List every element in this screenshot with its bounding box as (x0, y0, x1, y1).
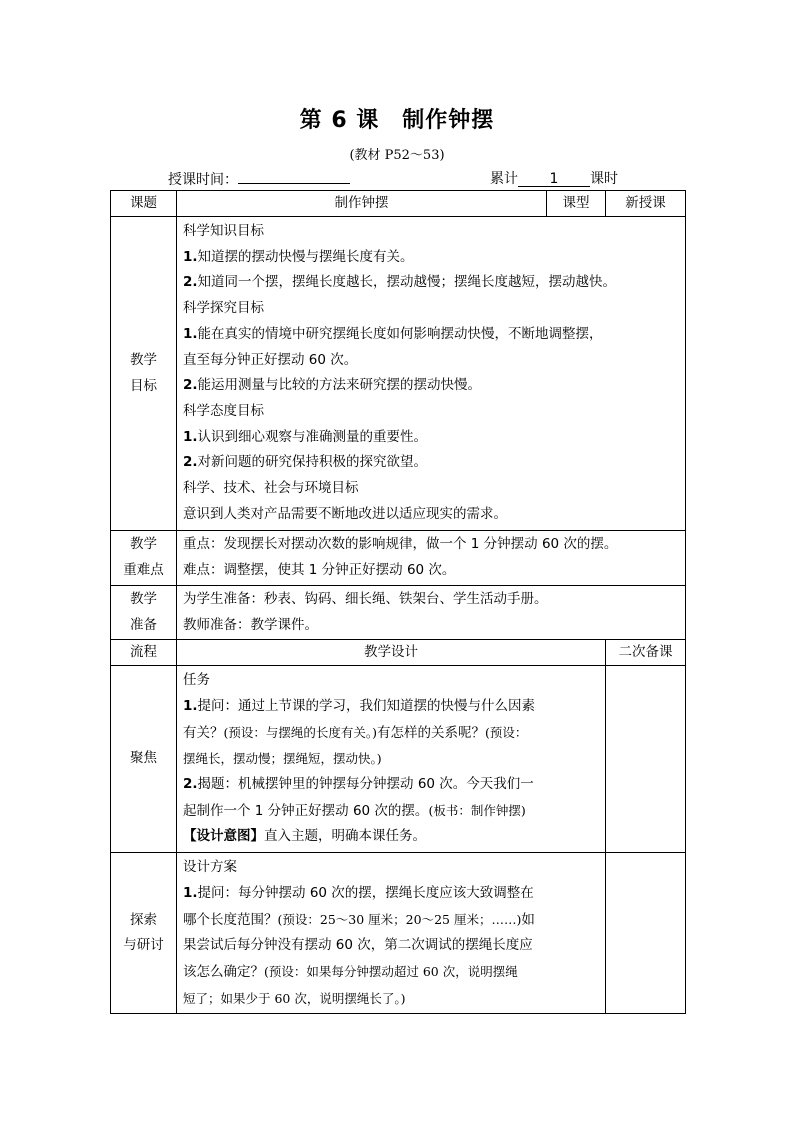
focus-heading: 任务 (183, 672, 210, 689)
explore-heading: 设计方案 (183, 859, 237, 876)
unit-label: 课时 (590, 171, 618, 187)
explore-q1-answer: 短了；如果少于 60 次，说明摆绳长了。) (183, 990, 406, 1006)
explore-q1-cont: 哪个长度范围？(预设：25～30 厘米；20～25 厘米；……)如 (183, 911, 535, 928)
focus-intent: 【设计意图】直入主题，明确本课任务。 (183, 828, 426, 845)
teaching-time (168, 168, 350, 189)
lesson-plan-table (110, 190, 686, 1014)
explore-row (111, 853, 686, 1014)
goal-item: 2.对新问题的研究保持积极的探究欲望。 (183, 454, 428, 471)
goal-item: 2.知道同一个摆，摆绳长度越长，摆动越慢；摆绳长度越短，摆动越快。 (183, 274, 617, 291)
goal-item: 意识到人类对产品需要不断地改进以适应现实的需求。 (183, 505, 507, 522)
goals-label: 教学 目标 (111, 217, 177, 531)
design-header: 教学设计 (177, 640, 606, 666)
explore-q1: 1.提问：每分钟摆动 60 次的摆，摆绳长度应该大致调整在 (183, 884, 534, 901)
explore-q1-cont: 果尝试后每分钟没有摆动 60 次，第二次调试的摆绳长度应 (183, 937, 533, 954)
total-label: 累计 (490, 171, 518, 187)
keypoints-label: 教学 重难点 (111, 531, 177, 585)
goal-heading: 科学知识目标 (183, 223, 264, 239)
focus-q1-answer: 摆绳长，摆动慢；摆绳短，摆动快。) (183, 751, 382, 767)
difficult-point: 难点：调整摆，使其 1 分钟正好摆动 60 次。 (183, 562, 456, 579)
header-row (111, 191, 686, 217)
goals-row (111, 217, 686, 531)
focus-row (111, 666, 686, 853)
keypoints-content (177, 531, 686, 585)
explore-second-prep[interactable] (606, 853, 686, 1014)
goal-item: 1.知道摆的摆动快慢与摆绳长度有关。 (183, 248, 414, 265)
teaching-time-blank[interactable] (238, 168, 350, 184)
total-value[interactable]: 1 (518, 171, 590, 187)
explore-q1-cont: 该怎么确定？(预设：如果每分钟摆动超过 60 次，说明摆绳 (183, 963, 518, 980)
goal-heading: 科学、技术、社会与环境目标 (183, 480, 359, 497)
focus-q2: 2.揭题：机械摆钟里的钟摆每分钟摆动 60 次。今天我们一 (183, 776, 534, 793)
focus-q2-cont: 起制作一个 1 分钟正好摆动 60 次的摆。(板书：制作钟摆) (183, 802, 526, 819)
type-value: 新授课 (606, 191, 686, 217)
focus-q1: 1.提问：通过上节课的学习，我们知道摆的快慢与什么因素 (183, 697, 536, 714)
textbook-pages: (教材 P52～53) (349, 148, 445, 163)
lesson-title: 第 6 课 制作钟摆 (299, 108, 495, 133)
type-label: 课型 (547, 191, 606, 217)
flow-header: 流程 (111, 640, 177, 666)
explore-label: 探索 与研讨 (111, 853, 177, 1014)
lesson-meta (168, 168, 628, 188)
key-point: 重点：发现摆长对摆动次数的影响规律，做一个 1 分钟摆动 60 次的摆。 (183, 536, 618, 553)
focus-label: 聚焦 (111, 666, 177, 853)
topic-label: 课题 (111, 191, 177, 217)
explore-content (177, 853, 606, 1014)
goal-heading: 科学态度目标 (183, 402, 264, 419)
teaching-time-label: 授课时间： (168, 172, 238, 188)
goal-item-cont: 直至每分钟正好摆动 60 次。 (183, 351, 358, 368)
total-periods (490, 168, 618, 188)
focus-content (177, 666, 606, 853)
second-prep-header: 二次备课 (606, 640, 686, 666)
goal-item: 2.能运用测量与比较的方法来研究摆的摆动快慢。 (183, 377, 482, 394)
prep-row (111, 585, 686, 639)
focus-second-prep[interactable] (606, 666, 686, 853)
prep-label: 教学 准备 (111, 585, 177, 639)
teacher-prep: 教师准备：教学课件。 (183, 616, 318, 633)
keypoints-row (111, 531, 686, 585)
prep-content (177, 585, 686, 639)
focus-q1-cont: 有关？(预设：与摆绳的长度有关。)有怎样的关系呢？(预设： (183, 724, 528, 741)
design-header-row (111, 640, 686, 666)
topic-value: 制作钟摆 (177, 191, 547, 217)
goal-item: 1.认识到细心观察与准确测量的重要性。 (183, 428, 428, 445)
goals-content (177, 217, 686, 531)
student-prep: 为学生准备：秒表、钩码、细长绳、铁架台、学生活动手册。 (183, 590, 548, 607)
goal-item: 1.能在真实的情境中研究摆绳长度如何影响摆动快慢，不断地调整摆， (183, 325, 603, 342)
goal-heading: 科学探究目标 (183, 300, 264, 317)
